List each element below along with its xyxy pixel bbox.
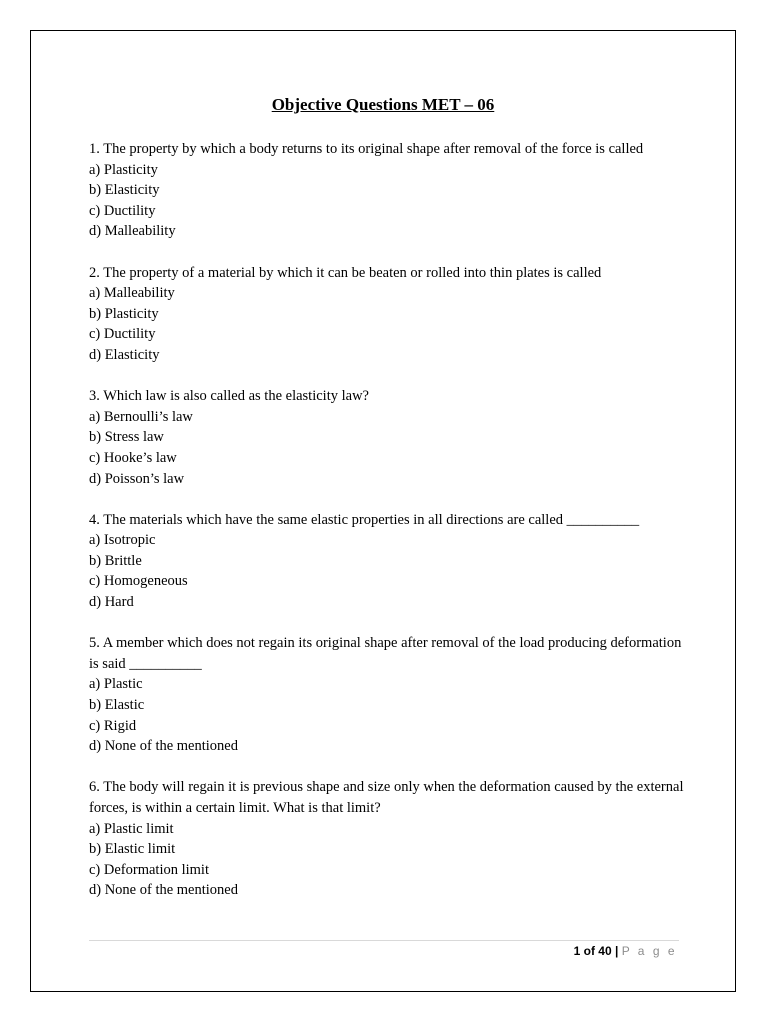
answer-option-a: a) Malleability xyxy=(89,285,175,302)
answer-option-c: c) Homogeneous xyxy=(89,573,188,590)
answer-option-b: b) Stress law xyxy=(89,429,164,446)
answer-option-b: b) Elastic xyxy=(89,697,145,714)
answer-option-c: c) Ductility xyxy=(89,326,156,343)
answer-option-b: b) Elastic limit xyxy=(89,841,176,858)
footer-divider xyxy=(89,940,679,941)
answer-option-a: a) Plastic xyxy=(89,676,143,693)
answer-option-c: c) Rigid xyxy=(89,717,137,734)
answer-option-a: a) Plastic limit xyxy=(89,820,174,837)
answer-option-b: b) Plasticity xyxy=(89,305,159,322)
answer-option-c: c) Deformation limit xyxy=(89,861,209,878)
answer-option-a: a) Bernoulli’s law xyxy=(89,408,193,425)
answer-option-b: b) Brittle xyxy=(89,552,142,569)
answer-option-c: c) Ductility xyxy=(89,202,156,219)
answer-option-a: a) Plasticity xyxy=(89,161,158,178)
answer-option-b: b) Elasticity xyxy=(89,182,160,199)
question-4 xyxy=(89,510,689,613)
answer-option-d: d) Hard xyxy=(89,594,134,611)
answer-option-d: d) None of the mentioned xyxy=(89,882,238,899)
question-text: 5. A member which does not regain its original shape after removal of the load producing deformation is said __________ xyxy=(89,635,685,672)
question-text: 4. The materials which have the same elastic properties in all directions are called __________ xyxy=(89,511,640,528)
page-word: P a g e xyxy=(621,944,677,958)
question-text: 2. The property of a material by which it can be beaten or rolled into thin plates is called xyxy=(89,264,602,281)
footer-separator: | xyxy=(614,944,619,958)
question-2 xyxy=(89,263,689,366)
question-text: 1. The property by which a body returns to its original shape after removal of the force is called xyxy=(89,141,644,157)
page-footer xyxy=(574,944,677,958)
question-3 xyxy=(89,386,689,489)
question-list xyxy=(89,139,689,922)
answer-option-d: d) Poisson’s law xyxy=(89,470,185,487)
answer-option-d: d) Elasticity xyxy=(89,346,160,363)
question-text: 6. The body will regain it is previous shape and size only when the deformation caused by the external forces, is within a certain limit. What is that limit? xyxy=(89,779,688,816)
question-5 xyxy=(89,633,689,757)
answer-option-d: d) Malleability xyxy=(89,223,176,240)
question-6 xyxy=(89,777,689,901)
answer-option-d: d) None of the mentioned xyxy=(89,738,238,755)
question-text: 3. Which law is also called as the elasticity law? xyxy=(89,388,369,405)
question-1 xyxy=(89,139,689,242)
answer-option-a: a) Isotropic xyxy=(89,532,156,549)
document-page xyxy=(30,30,736,992)
answer-option-c: c) Hooke’s law xyxy=(89,449,177,466)
page-number: 1 of 40 xyxy=(573,944,612,958)
document-title: Objective Questions MET – 06 xyxy=(271,95,495,114)
